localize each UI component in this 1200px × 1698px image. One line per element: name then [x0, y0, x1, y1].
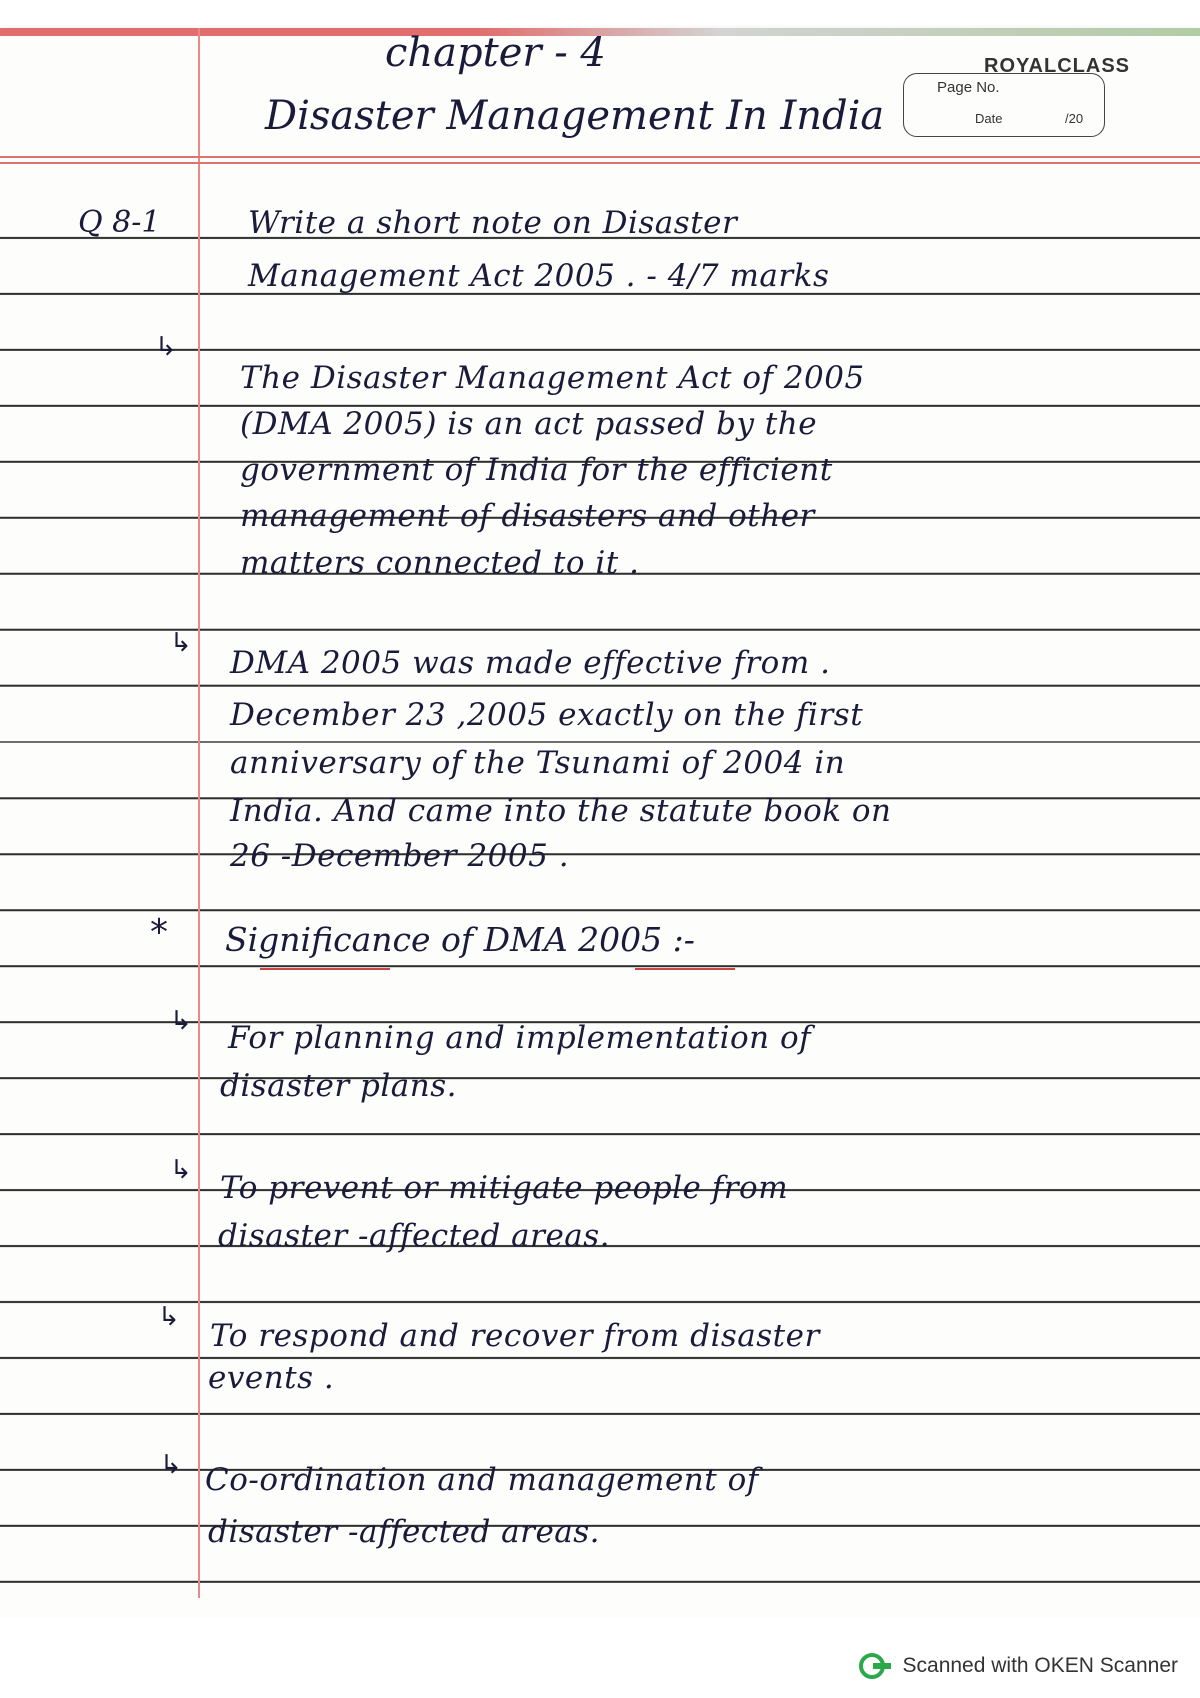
- paragraph-line: DMA 2005 was made effective from .: [230, 645, 831, 681]
- scanner-watermark: [859, 1652, 1178, 1680]
- heading-red-underline: [635, 968, 735, 970]
- scanner-text: Scanned with OKEN Scanner: [902, 1654, 1178, 1677]
- point-line: disaster plans.: [220, 1068, 458, 1104]
- hooked-arrow-icon: ↳: [170, 1006, 192, 1036]
- stamp-date-label: Date: [975, 111, 1003, 126]
- paragraph-line: government of India for the efficient: [240, 452, 833, 488]
- paragraph-line: 26 -December 2005 .: [230, 838, 570, 874]
- paragraph-line: matters connected to it .: [240, 545, 640, 581]
- stamp-brand: ROYALCLASS: [984, 55, 1130, 77]
- oken-scanner-logo-icon: [859, 1652, 893, 1680]
- point-line: To respond and recover from disaster: [210, 1318, 820, 1354]
- significance-heading: Significance of DMA 2005 :-: [225, 920, 695, 959]
- paragraph-line: The Disaster Management Act of 2005: [240, 360, 865, 396]
- paragraph-line: management of disasters and other: [240, 498, 815, 534]
- point-line: events .: [208, 1360, 335, 1396]
- hooked-arrow-icon: ↳: [170, 1155, 192, 1185]
- question-label: Q 8-1: [78, 205, 161, 240]
- asterisk-bullet-icon: *: [150, 912, 168, 953]
- stamp-page-no-label: Page No.: [937, 79, 1000, 96]
- notebook-stamp: [895, 45, 1130, 165]
- stamp-box: [903, 73, 1105, 137]
- question-line: Management Act 2005 . - 4/7 marks: [248, 258, 830, 294]
- chapter-title: Disaster Management In India: [265, 93, 885, 139]
- heading-red-underline: [260, 968, 390, 970]
- margin-line: [198, 28, 200, 1598]
- paragraph-line: (DMA 2005) is an act passed by the: [240, 406, 818, 442]
- stamp-year: /20: [1065, 111, 1084, 126]
- point-line: disaster -affected areas.: [218, 1218, 611, 1254]
- hooked-arrow-icon: ↳: [158, 1302, 180, 1332]
- paragraph-line: India. And came into the statute book on: [230, 793, 892, 829]
- point-line: Co-ordination and management of: [205, 1462, 759, 1498]
- question-line: Write a short note on Disaster: [248, 205, 738, 241]
- hooked-arrow-icon: ↳: [155, 332, 177, 362]
- paragraph-line: anniversary of the Tsunami of 2004 in: [230, 745, 846, 781]
- point-line: For planning and implementation of: [228, 1020, 812, 1056]
- point-line: disaster -affected areas.: [208, 1514, 601, 1550]
- chapter-heading: chapter - 4: [385, 30, 606, 76]
- point-line: To prevent or mitigate people from: [220, 1170, 789, 1206]
- hooked-arrow-icon: ↳: [170, 628, 192, 658]
- paragraph-line: December 23 ,2005 exactly on the first: [230, 697, 864, 733]
- hooked-arrow-icon: ↳: [160, 1450, 182, 1480]
